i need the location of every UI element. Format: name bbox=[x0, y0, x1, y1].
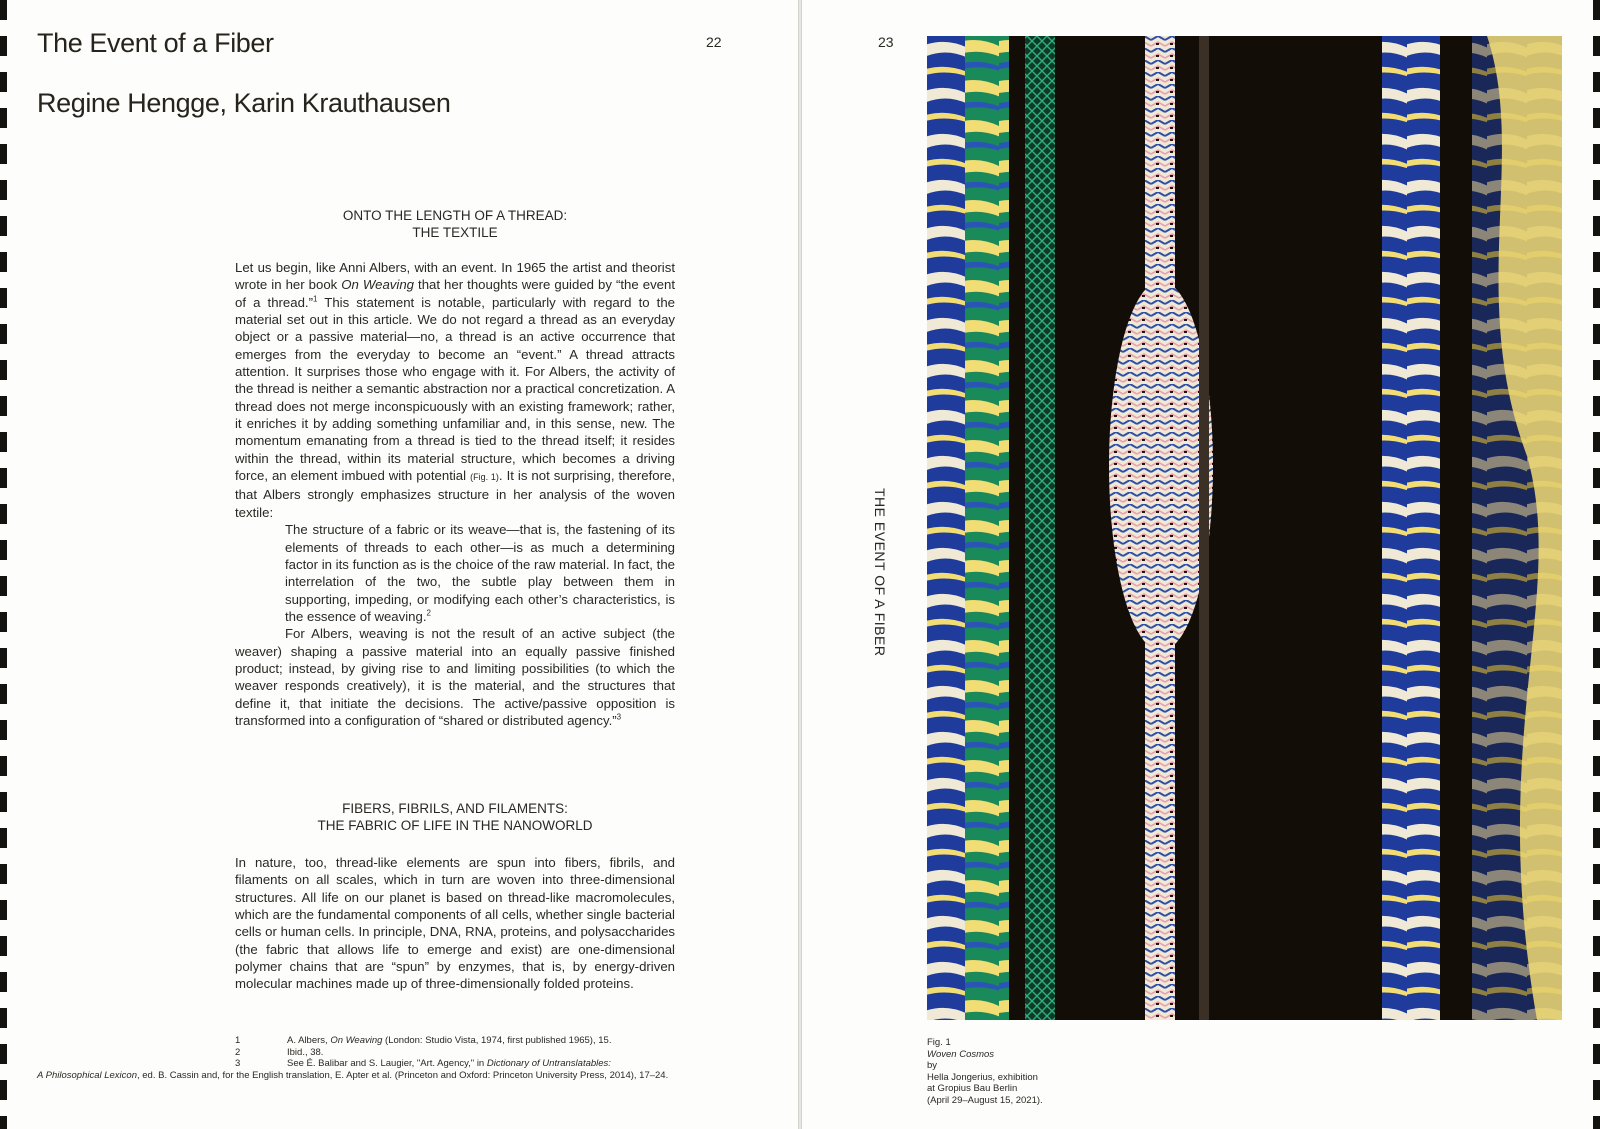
footnote-number: 3 bbox=[235, 1058, 241, 1069]
section-1-body bbox=[235, 259, 675, 729]
footnote-title: A Philosophical Lexicon bbox=[37, 1069, 137, 1081]
article-authors: Regine Hengge, Karin Krauthausen bbox=[37, 88, 451, 118]
figure-caption bbox=[927, 1037, 1127, 1106]
caption-title: Woven Cosmos bbox=[927, 1048, 995, 1060]
paragraph-2-text: For Albers, weaving is not the result of an active subject (the weaver) shaping a passive material into an equally passive finished product; instead, by giving rise to and limiting possibilities (to which the weaver responds creatively), it is the material, and the structures that define it, that initiate the decisions. The active/passive opposition is transformed into a configuration of “shared or distributed agency.” bbox=[235, 626, 675, 728]
footnote-title: On Weaving bbox=[330, 1035, 383, 1046]
footnote-text-part: See É. Balibar and S. Laugier, "Art. Agency," in bbox=[287, 1058, 487, 1069]
footnote-text bbox=[287, 1035, 677, 1047]
footnote-number: 2 bbox=[235, 1046, 241, 1058]
binding-marks-left bbox=[0, 0, 7, 1129]
section-heading-1-line1: ONTO THE LENGTH OF A THREAD: bbox=[342, 208, 568, 223]
footnote-text-part: (London: Studio Vista, 1974, first published 1965), 15. bbox=[382, 1035, 612, 1046]
section-heading-2-line1: FIBERS, FIBRILS, AND FILAMENTS: bbox=[342, 801, 568, 816]
section-heading-2 bbox=[235, 800, 675, 834]
paragraph-1-text-a: Let us begin, like Anni Albers, with an event. In 1965 the artist and theorist wrote in her book bbox=[235, 260, 675, 293]
footnote-text bbox=[287, 1058, 677, 1070]
page-number-right: 23 bbox=[878, 34, 894, 50]
footnote-ref-3: 3 bbox=[616, 712, 622, 722]
footnote-2 bbox=[37, 1047, 677, 1059]
block-quote bbox=[285, 521, 675, 625]
article-title: The Event of a Fiber bbox=[37, 28, 274, 58]
footnote-1 bbox=[37, 1035, 677, 1047]
caption-title-line bbox=[927, 1049, 1127, 1072]
right-page bbox=[802, 0, 1600, 1129]
woven-fiber-photo bbox=[927, 36, 1562, 1020]
footnote-ref-2: 2 bbox=[426, 608, 431, 618]
paragraph-1-text-d: . It is not surprising, therefore, that Albers strongly emphasizes structure in her analysis of the woven textile: bbox=[235, 468, 675, 520]
section-heading-1-line2: THE TEXTILE bbox=[412, 225, 498, 240]
caption-fig-label: Fig. 1 bbox=[927, 1037, 951, 1048]
figure-ref: (Fig. 1) bbox=[470, 472, 499, 483]
footnote-ref-1: 1 bbox=[312, 294, 318, 304]
footnote-number: 1 bbox=[235, 1035, 241, 1046]
footnotes bbox=[37, 1035, 677, 1081]
paragraph-1 bbox=[235, 259, 675, 521]
left-page bbox=[0, 0, 798, 1129]
section-heading-2-line2: THE FABRIC OF LIFE IN THE NANOWORLD bbox=[317, 818, 593, 833]
footnote-3 bbox=[37, 1058, 677, 1070]
caption-line-3: Hella Jongerius, exhibition bbox=[927, 1071, 1038, 1083]
footnote-text-part: , ed. B. Cassin and, for the English translation, E. Apter et al. (Princeton and Oxford: Princeton University Press, 2014), 17–24. bbox=[137, 1069, 669, 1081]
paragraph-1-text-b: that her thoughts were guided by “the event of a thread.” bbox=[235, 277, 676, 310]
caption-line-4: at Gropius Bau Berlin bbox=[927, 1083, 1018, 1094]
page-number-left: 22 bbox=[706, 34, 722, 50]
footnote-3-continued bbox=[37, 1070, 677, 1082]
caption-by: by bbox=[927, 1060, 938, 1071]
footnote-text-part: A. Albers, bbox=[287, 1035, 331, 1046]
caption-line-5: (April 29–August 15, 2021). bbox=[927, 1094, 1043, 1106]
woven-fiber-illustration bbox=[927, 36, 1562, 1020]
footnote-title: Dictionary of Untranslatables: bbox=[486, 1058, 611, 1069]
footnote-text: Ibid., 38. bbox=[287, 1046, 324, 1058]
running-head: THE EVENT OF A FIBER bbox=[872, 488, 888, 657]
paragraph-1-text-c: This statement is notable, particularly with regard to the material set out in this article. We do not regard a thread as an everyday object or a passive material—no, a thread is an active occurrence that emerges from the everyday to become an “event.” A thread attracts attention. It surprises those who engage with it. For Albers, the activity of the thread is neither a semantic abstraction nor a practical concretization. A thread does not merge inconspicuously with an existing framework; rather, it enriches it by adding something unfamiliar and, in this sense, new. The momentum emanating from a thread is tied to the thread itself; it resides within the thread, within its material structure, which becomes a driving force, an element imbued with potential bbox=[235, 294, 675, 484]
block-quote-text: The structure of a fabric or its weave—that is, the fastening of its elements of threads to each other—is as much a determining factor in its function as is the choice of the raw material. In fact, the interrelation of the two, the subtle play between them in supporting, impeding, or modifying each other’s characteristics, is the essence of weaving. bbox=[285, 522, 675, 624]
book-title: On Weaving bbox=[341, 277, 414, 293]
paragraph-2 bbox=[235, 625, 675, 729]
binding-marks-right bbox=[1593, 0, 1600, 1129]
section-2-paragraph: In nature, too, thread-like elements are spun into fibers, fibrils, and filaments on all scales, which in turn are woven into three-dimensional structures. All life on our planet is based on thread-like macromolecules, which are the fundamental components of all cells, whether single bacterial cells or human cells. In principle, DNA, RNA, proteins, and polysaccharides (the fabric that allows life to emerge and exist) are one-dimensional polymer chains that are “spun” by enzymes, that is, by energy-driven molecular machines made up of three-dimensionally folded proteins. bbox=[235, 855, 675, 992]
section-heading-1 bbox=[235, 207, 675, 241]
